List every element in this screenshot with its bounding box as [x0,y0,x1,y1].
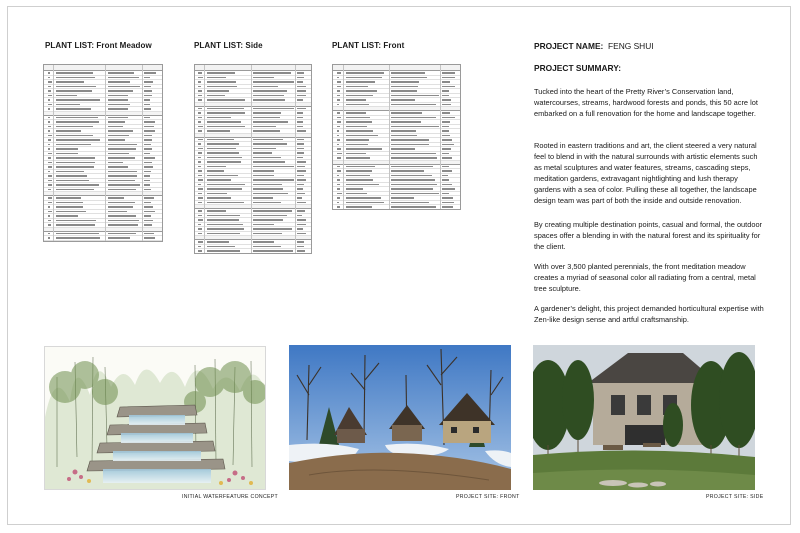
sheet-row [195,232,311,237]
project-site-front-photo [289,345,511,490]
sheet-row [195,201,311,206]
sheet-row [44,236,162,241]
sheet-column-divider [142,65,143,241]
sheet-row [195,129,311,134]
summary-paragraph: A gardener’s delight, this project demanded horticultural expertise with Zen-like design sense and artful craftsmanship. [534,304,764,324]
sheet-column-divider [343,65,344,209]
sheet-row [195,98,311,103]
plant-list-side-table [194,64,312,254]
front-caption: PROJECT SITE: FRONT [456,494,520,500]
sheet-column-divider [295,65,296,253]
plant-list-front-table [332,64,461,210]
sheet-row [44,188,162,193]
project-site-side-photo [533,345,755,490]
sheet-column-divider [251,65,252,253]
sheet-column-divider [204,65,205,253]
summary-paragraph: With over 3,500 planted perennials, the front meditation meadow creates a myriad of seasonal color all radiating from a central, metal tree sculpture. [534,262,756,293]
sheet-row [333,103,460,108]
sheet-row [333,156,460,161]
plant-list-front-meadow-table [43,64,163,242]
sheet-column-divider [389,65,390,209]
plant-list-front-heading: PLANT LIST: Front [332,41,405,50]
side-caption: PROJECT SITE: SIDE [706,494,764,500]
sheet-row [195,249,311,254]
project-site-front-illustration [289,345,511,490]
sheet-row [44,223,162,228]
sheet-column-divider [53,65,54,241]
sheet-row [333,205,460,210]
plant-list-side-heading: PLANT LIST: Side [194,41,263,50]
waterfeature-sketch-illustration [45,347,266,490]
waterfeature-concept-image [44,346,266,490]
project-name-label: PROJECT NAME: [534,41,604,51]
sheet-row [44,107,162,112]
sheet-column-divider [440,65,441,209]
concept-caption: INITIAL WATERFEATURE CONCEPT [182,494,279,500]
project-name-value: FENG SHUI [608,41,654,51]
plant-list-front-meadow-heading: PLANT LIST: Front Meadow [45,41,152,50]
summary-paragraph: By creating multiple destination points, casual and formal, the outdoor spaces offer a blending in with the natural forest and its spirituality for the client. [534,220,763,251]
project-summary-label: PROJECT SUMMARY: [534,63,622,73]
sheet-column-divider [105,65,106,241]
summary-paragraph: Tucked into the heart of the Pretty River’s Conservation land, watercourses, streams, hardwood forests and ponds, this 50 acre lot embarked on a full renovation for the home and landscape together. [534,87,758,118]
summary-paragraph: Rooted in eastern traditions and art, the client steered a very natural feel to blend in with the natural surrounds with artistic elements such as metal sculptures and water features, streams, cascading steps, meditation gardens, extravagant nightlighting and lush therapy gardens with a sea of color. Pulling these all together, the landscape design team was part of both the inside and outside renovation. [534,141,758,205]
project-site-side-illustration [533,345,755,490]
project-name [534,41,654,51]
